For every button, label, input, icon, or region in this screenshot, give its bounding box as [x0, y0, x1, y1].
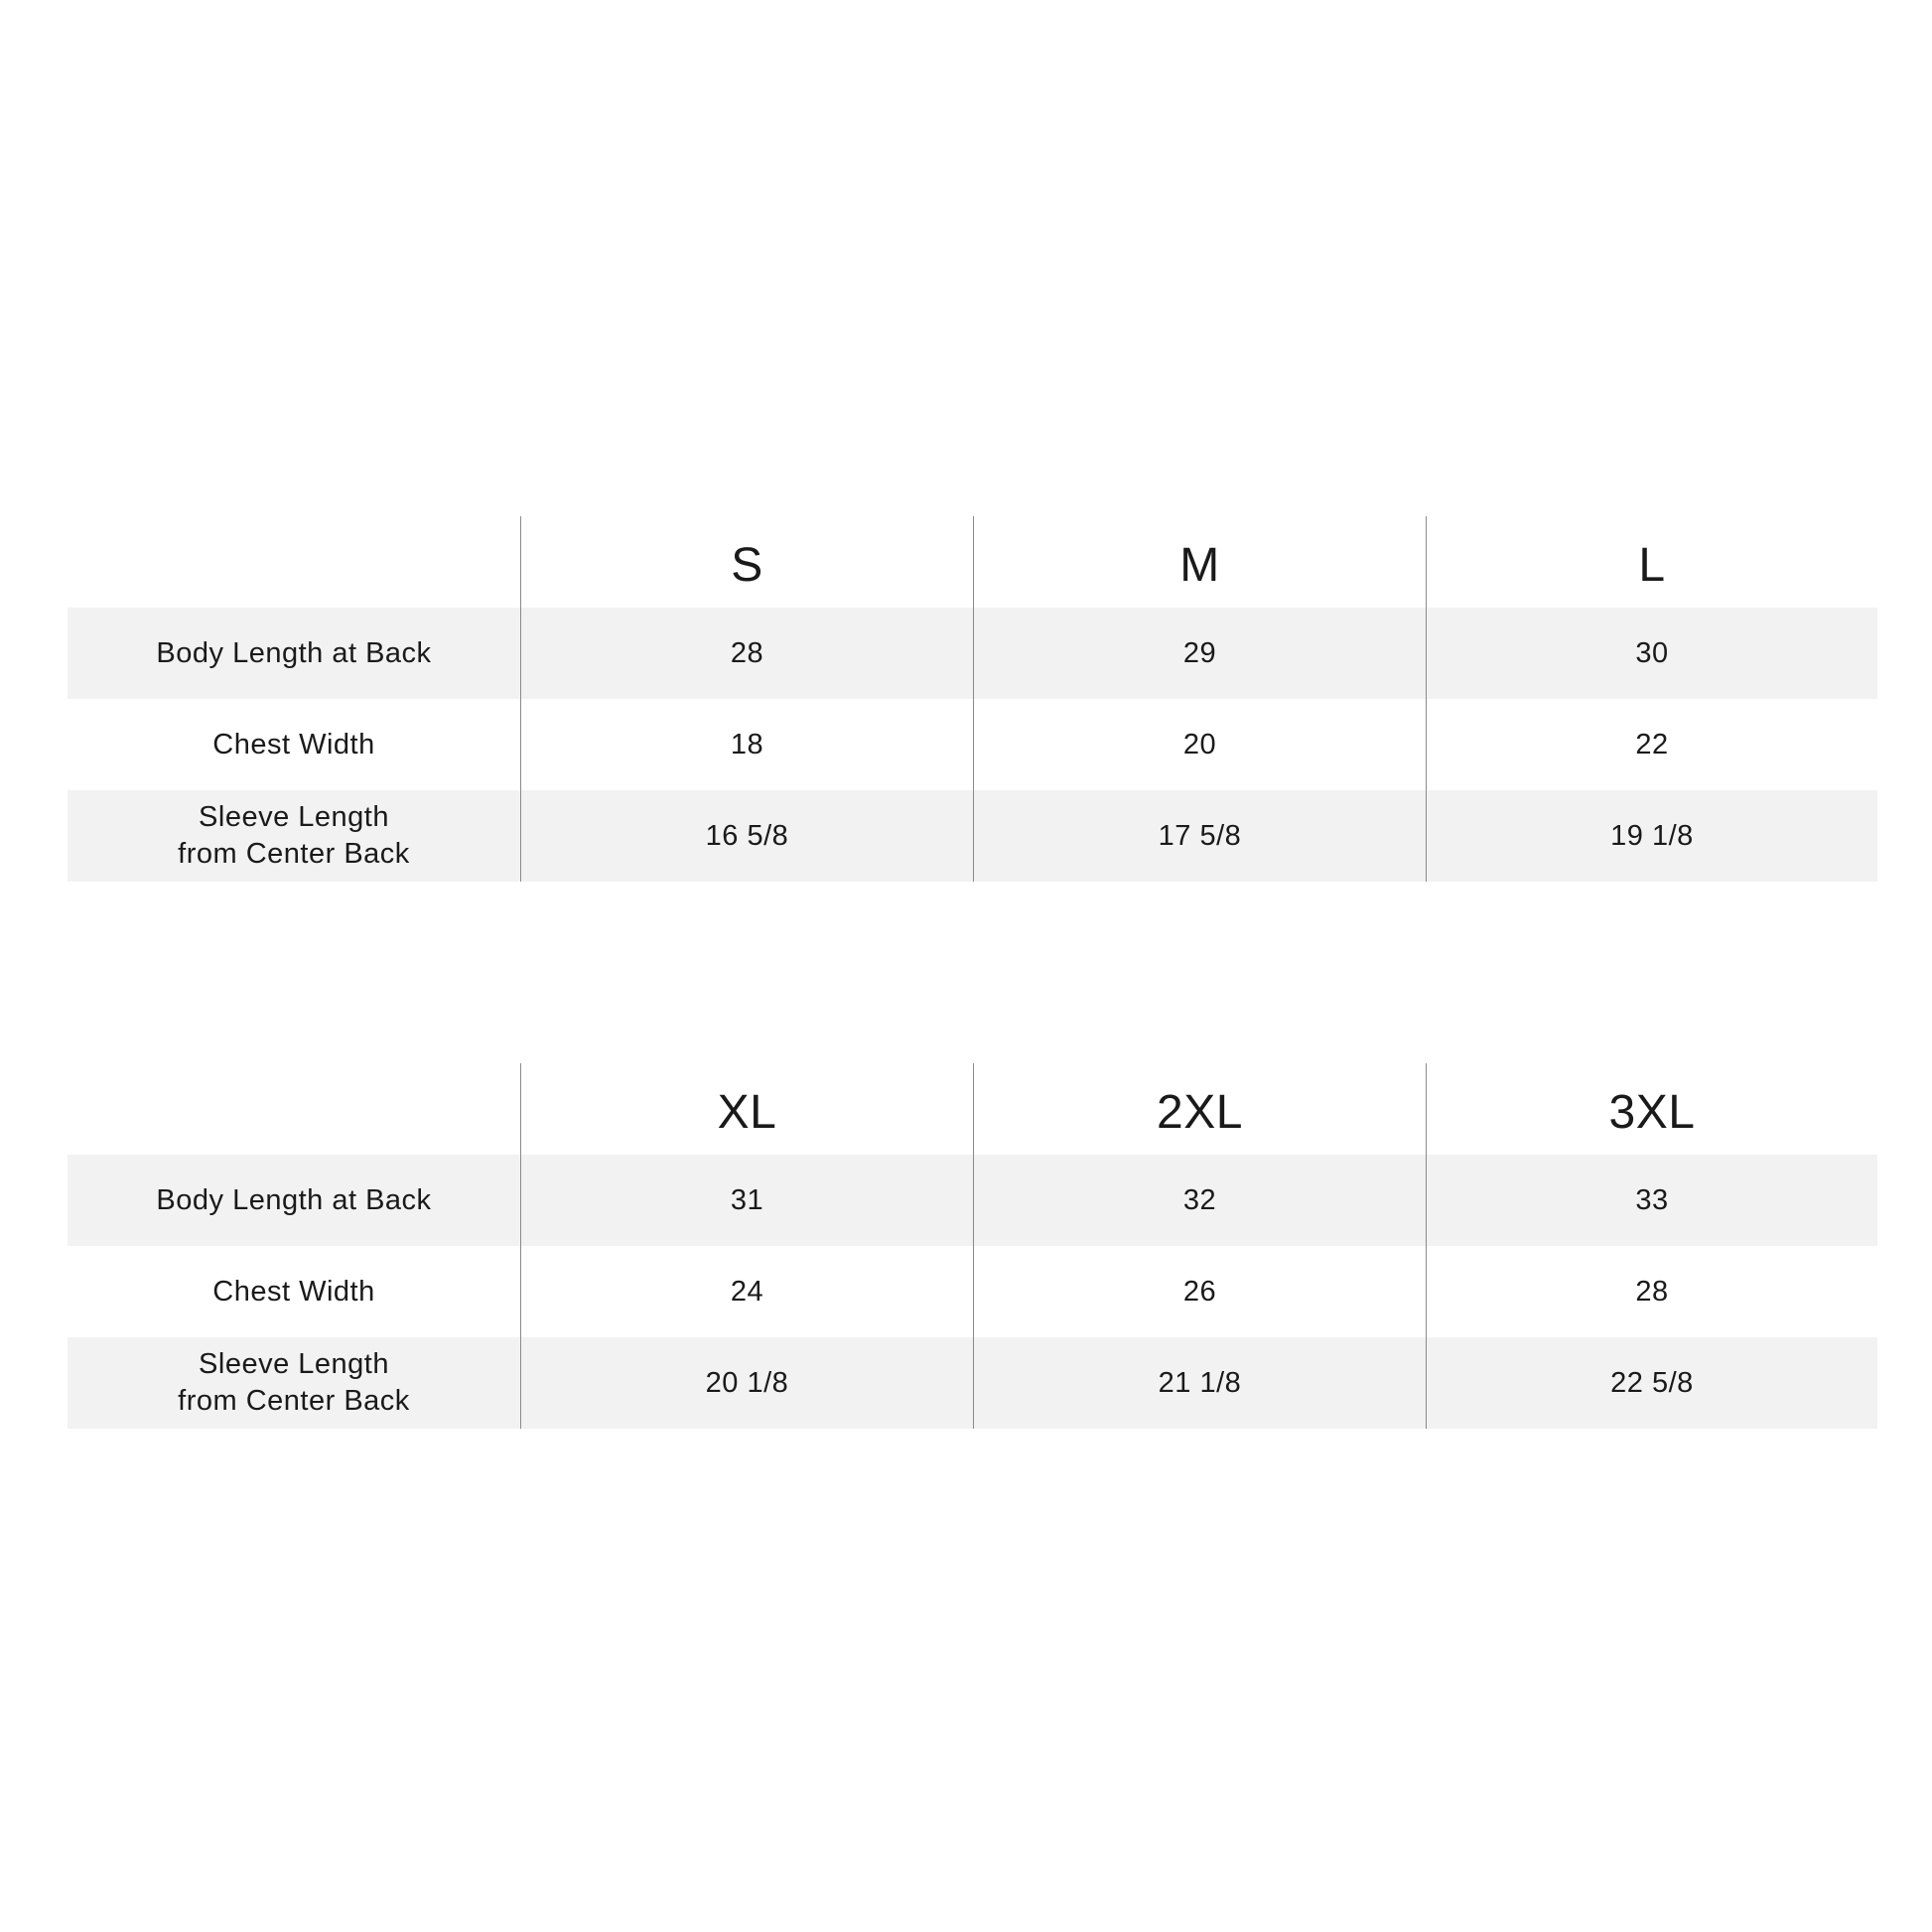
measurement-cell: 22: [1426, 699, 1877, 790]
measurement-cell: 32: [973, 1155, 1426, 1246]
measurement-cell: 28: [520, 608, 973, 699]
size-header-cell: XL: [520, 1063, 973, 1155]
table-row: [68, 1337, 1877, 1429]
row-label-line: Chest Width: [212, 1275, 375, 1308]
measurement-cell: 29: [973, 608, 1426, 699]
measurement-cell: 22 5/8: [1426, 1337, 1877, 1429]
measurement-cell: 31: [520, 1155, 973, 1246]
row-label: [68, 1246, 520, 1337]
table-row: [68, 790, 1877, 882]
size-chart-table-2: [68, 1063, 1877, 1429]
measurement-cell: 28: [1426, 1246, 1877, 1337]
row-label-line: from Center Back: [178, 1385, 410, 1417]
table-row: [68, 1155, 1877, 1246]
table-row: [68, 608, 1877, 699]
table-row: [68, 699, 1877, 790]
row-label-line: Sleeve Length: [199, 1348, 389, 1380]
size-header-cell: 3XL: [1426, 1063, 1877, 1155]
row-label: [68, 790, 520, 882]
measurement-cell: 20: [973, 699, 1426, 790]
row-label-line: Body Length at Back: [156, 636, 432, 669]
measurement-cell: 21 1/8: [973, 1337, 1426, 1429]
size-header-row: [68, 1063, 1877, 1155]
size-header-row: [68, 516, 1877, 608]
measurement-cell: 24: [520, 1246, 973, 1337]
row-label-line: Body Length at Back: [156, 1183, 432, 1216]
row-label-line: Chest Width: [212, 728, 375, 760]
measurement-cell: 18: [520, 699, 973, 790]
row-label: [68, 699, 520, 790]
size-header-cell: 2XL: [973, 1063, 1426, 1155]
measurement-cell: 17 5/8: [973, 790, 1426, 882]
header-empty-cell: [68, 516, 520, 608]
measurement-cell: 20 1/8: [520, 1337, 973, 1429]
measurement-cell: 19 1/8: [1426, 790, 1877, 882]
header-empty-cell: [68, 1063, 520, 1155]
size-header-cell: L: [1426, 516, 1877, 608]
measurement-cell: 16 5/8: [520, 790, 973, 882]
row-label-line: from Center Back: [178, 838, 410, 870]
row-label: [68, 1155, 520, 1246]
row-label: [68, 1337, 520, 1429]
size-header-cell: M: [973, 516, 1426, 608]
measurement-cell: 30: [1426, 608, 1877, 699]
row-label-line: Sleeve Length: [199, 801, 389, 833]
row-label: [68, 608, 520, 699]
table-row: [68, 1246, 1877, 1337]
measurement-cell: 33: [1426, 1155, 1877, 1246]
size-header-cell: S: [520, 516, 973, 608]
measurement-cell: 26: [973, 1246, 1426, 1337]
size-chart-table-1: [68, 516, 1877, 882]
